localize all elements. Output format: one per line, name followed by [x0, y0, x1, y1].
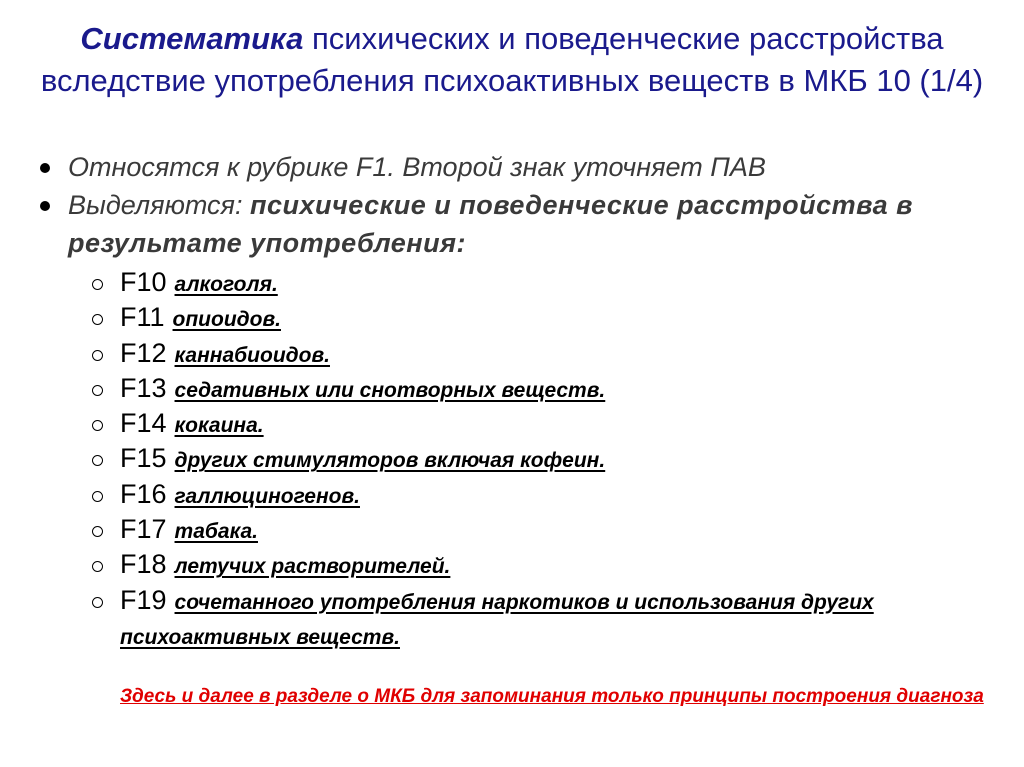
icd-description: летучих растворителей. [174, 555, 451, 579]
circle-bullet-icon [92, 350, 103, 361]
icd-code: F15 [120, 443, 167, 474]
bullet-dot-icon [40, 201, 50, 211]
list-item [92, 337, 972, 372]
circle-bullet-icon [92, 491, 103, 502]
bullet-lead: Выделяются: [68, 190, 250, 220]
icd-description: седативных или снотворных веществ. [174, 378, 606, 402]
circle-bullet-icon [92, 455, 103, 466]
bullet-rubric [40, 148, 1000, 186]
list-item [92, 478, 972, 513]
list-item [92, 548, 972, 583]
icd-description: табака. [174, 520, 258, 544]
list-item [92, 513, 972, 548]
circle-bullet-icon [92, 561, 103, 572]
icd-code: F11 [120, 302, 165, 333]
circle-bullet-icon [92, 597, 103, 608]
title-emphasis: Систематика [80, 21, 304, 56]
bullet-text: Относятся к рубрике F1. Второй знак уточняет ПАВ [68, 152, 766, 182]
bullet-dot-icon [40, 163, 50, 173]
icd-code: F17 [120, 514, 167, 545]
icd-description: каннабиоидов. [174, 343, 330, 367]
icd-code-list [92, 266, 972, 654]
circle-bullet-icon [92, 385, 103, 396]
list-item [92, 266, 972, 301]
list-item [92, 372, 972, 407]
icd-description: опиоидов. [172, 308, 281, 332]
circle-bullet-icon [92, 420, 103, 431]
list-item [92, 442, 972, 477]
list-item [92, 407, 972, 442]
red-footnote: Здесь и далее в разделе о МКБ для запоминания только принципы построения диагноза [120, 686, 984, 707]
icd-code: F18 [120, 549, 167, 580]
icd-code: F14 [120, 408, 167, 439]
bullet-distinguished [40, 186, 1000, 262]
icd-description: сочетанного употребления наркотиков и использования других психоактивных веществ. [120, 590, 874, 649]
icd-description: других стимуляторов включая кофеин. [174, 449, 606, 473]
icd-code: F12 [120, 337, 167, 368]
bullet-bold-text: психические и поведенческие расстройства в результате употребления: [68, 190, 913, 258]
circle-bullet-icon [92, 314, 103, 325]
slide-title [40, 18, 984, 102]
icd-description: галлюциногенов. [174, 484, 360, 508]
icd-code: F19 [120, 584, 167, 615]
circle-bullet-icon [92, 279, 103, 290]
icd-description: кокаина. [174, 414, 264, 438]
icd-code: F13 [120, 372, 167, 403]
icd-description: алкоголя. [174, 273, 278, 296]
icd-code: F10 [120, 267, 167, 297]
list-item [92, 301, 972, 336]
list-item [92, 584, 972, 654]
icd-code: F16 [120, 478, 167, 509]
main-bullet-list [40, 148, 1000, 262]
title-text: психических и поведенческие расстройства вследствие употребления психоактивных веществ в МКБ 10 (1/4) [40, 21, 984, 98]
circle-bullet-icon [92, 526, 103, 537]
